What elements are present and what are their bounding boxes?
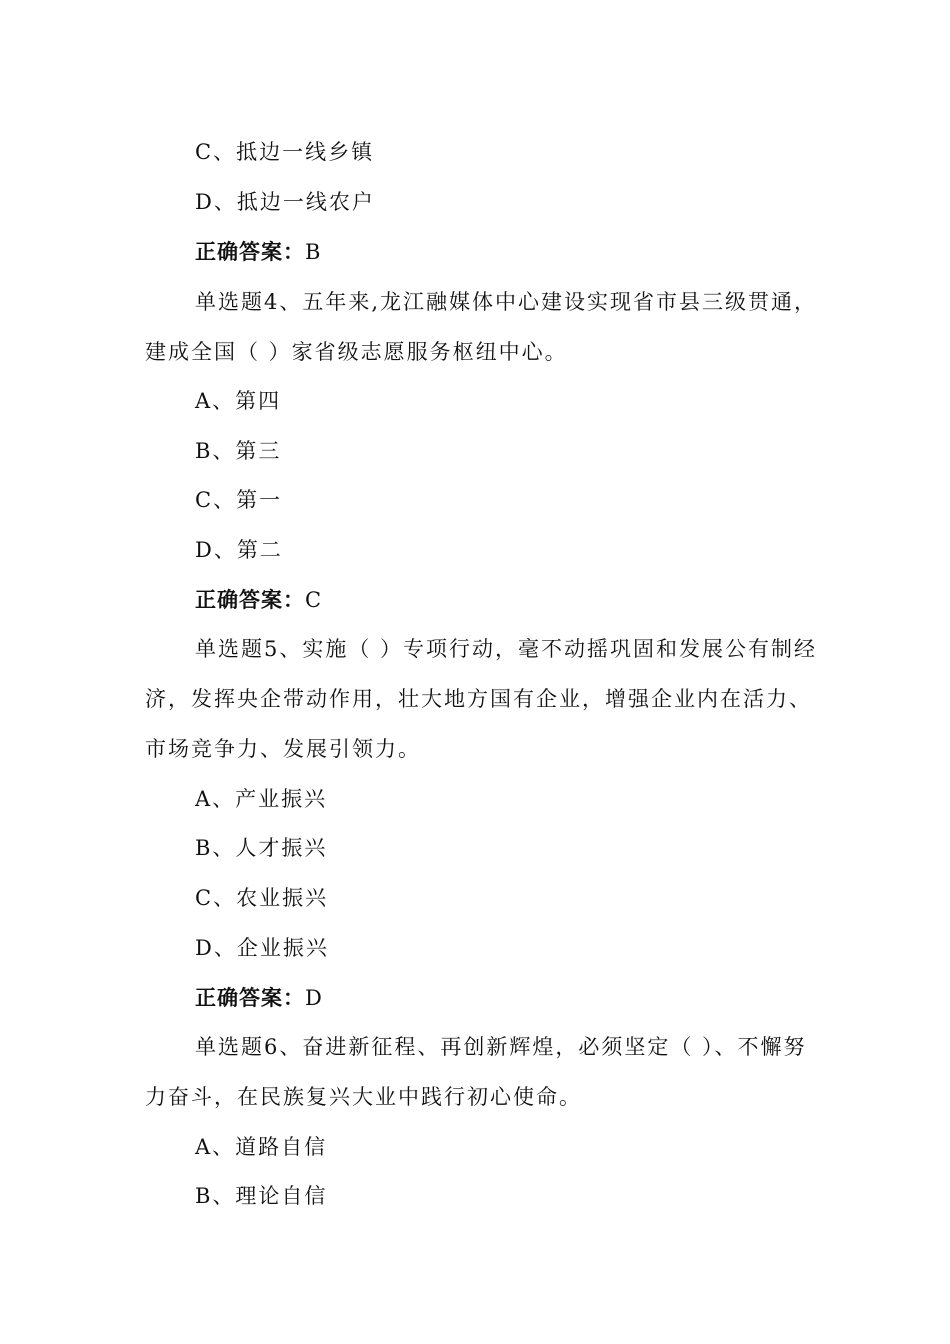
answer-q3 — [195, 238, 322, 266]
question-4-line-1: 单选题4、五年来,龙江融媒体中心建设实现省市县三级贯通， — [195, 290, 818, 314]
answer-value: C — [305, 588, 324, 612]
answer-value: B — [305, 240, 323, 264]
question-5-line-3: 市场竞争力、发展引领力。 — [145, 737, 421, 761]
question-5-line-1: 单选题5、实施（ ）专项行动，毫不动摇巩固和发展公有制经 — [195, 637, 818, 661]
answer-label: 正确答案： — [195, 986, 305, 1010]
answer-label: 正确答案： — [195, 240, 305, 264]
option-a-q4: A、第四 — [195, 389, 282, 413]
answer-value: D — [305, 986, 324, 1010]
question-6-line-1: 单选题6、奋进新征程、再创新辉煌，必须坚定（ ）、不懈努 — [195, 1035, 807, 1059]
question-4-line-2: 建成全国（ ）家省级志愿服务枢纽中心。 — [145, 340, 568, 364]
answer-q5 — [195, 984, 324, 1012]
option-b-q4: B、第三 — [195, 439, 282, 463]
option-b-q6: B、理论自信 — [195, 1184, 328, 1208]
option-a-q6: A、道路自信 — [195, 1135, 328, 1159]
question-6-line-2: 力奋斗，在民族复兴大业中践行初心使命。 — [145, 1085, 582, 1109]
option-c-q3: C、抵边一线乡镇 — [195, 140, 375, 164]
answer-q4 — [195, 586, 323, 614]
question-5-line-2: 济，发挥央企带动作用，壮大地方国有企业，增强企业内在活力、 — [145, 687, 812, 711]
option-d-q5: D、企业振兴 — [195, 936, 329, 960]
option-a-q5: A、产业振兴 — [195, 787, 328, 811]
option-c-q4: C、第一 — [195, 488, 283, 512]
option-b-q5: B、人才振兴 — [195, 836, 328, 860]
answer-label: 正确答案： — [195, 588, 305, 612]
option-d-q4: D、第二 — [195, 538, 283, 562]
option-d-q3: D、抵边一线农户 — [195, 190, 375, 214]
option-c-q5: C、农业振兴 — [195, 886, 329, 910]
